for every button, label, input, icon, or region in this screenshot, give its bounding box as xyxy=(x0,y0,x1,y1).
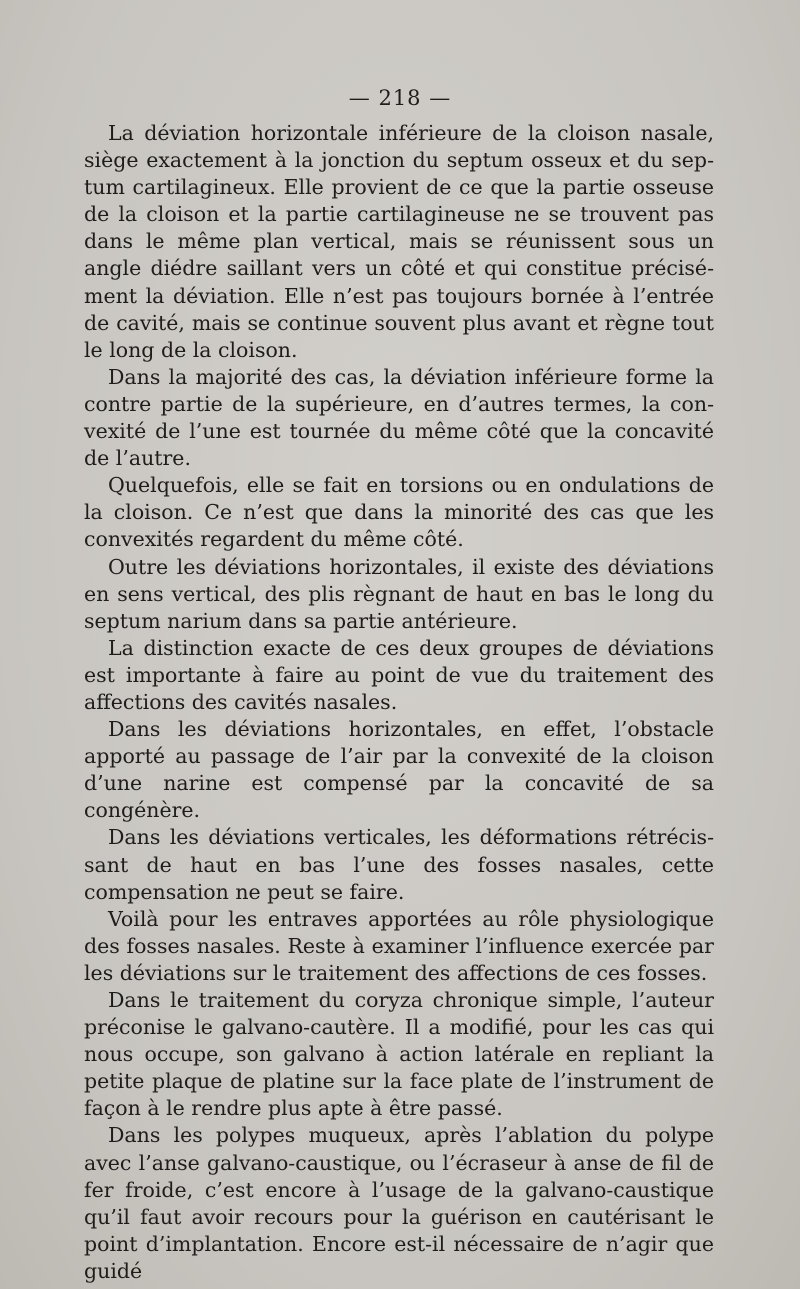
paragraph-8: Voilà pour les entraves apportées au rôle physiologique des fosses nasales. Reste à examiner l’influence exercée par les déviations sur le traitement des affections de ces fosses. xyxy=(84,906,714,985)
paragraph-3: Quelquefois, elle se fait en torsions ou en ondulations de la cloison. Ce n’est que dans la minorité des cas que les convexités regardent du même côté. xyxy=(84,473,714,552)
paragraph-7: Dans les déviations verticales, les déformations rétrécissant de haut en bas l’une des fosses nasales, cette compensation ne peut se faire. xyxy=(84,825,714,904)
paragraph-10: Dans les polypes muqueux, après l’ablation du polype avec l’anse galvano-caustique, ou l’écraseur à anse de fil de fer froide, c’est encore à l’usage de la galvano-caustique qu’il faut avoir recours pour la guérison en cautérisant le point d’implantation. Encore est-il nécessaire de n’agir que guidé xyxy=(84,1123,714,1283)
paragraph-6: Dans les déviations horizontales, en effet, l’obstacle apporté au passage de l’air par la convexité de la cloison d’une narine est compensé par la concavité de sa congénère. xyxy=(84,717,714,823)
paragraph-2: Dans la majorité des cas, la déviation inférieure forme la contre partie de la supérieure, en d’autres termes, la convexité de l’une est tournée du même côté que la concavité de l’autre. xyxy=(84,364,714,471)
paragraph-4: Outre les déviations horizontales, il existe des déviations en sens vertical, des plis règnant de haut en bas le long du septum narium dans sa partie antérieure. xyxy=(84,554,714,633)
page-number: — 218 — xyxy=(348,86,452,110)
paragraph-1: La déviation horizontale inférieure de la cloison nasale, siège exactement à la jonction du septum osseux et du septum cartilagineux. Elle provient de ce que la partie osseuse de la cloison et la partie cartilagineuse ne se trouvent pas dans le même plan vertical, mais se réunissent sous un angle diédre saillant vers un côté et qui constitue précisément la déviation. Elle n’est pas toujours bornée à l’entrée de cavité, mais se continue souvent plus avant et règne tout le long de la cloison. xyxy=(84,121,714,362)
paragraph-9: Dans le traitement du coryza chronique simple, l’auteur préconise le galvano-cautère. Il a modifié, pour les cas qui nous occupe, son galvano à action latérale en repliant la petite plaque de platine sur la face plate de l’instrument de façon à le rendre plus apte à être passé. xyxy=(84,988,714,1121)
paragraph-5: La distinction exacte de ces deux groupes de déviations est importante à faire au point de vue du traitement des affections des cavités nasales. xyxy=(84,635,714,714)
body-text xyxy=(84,120,714,1285)
